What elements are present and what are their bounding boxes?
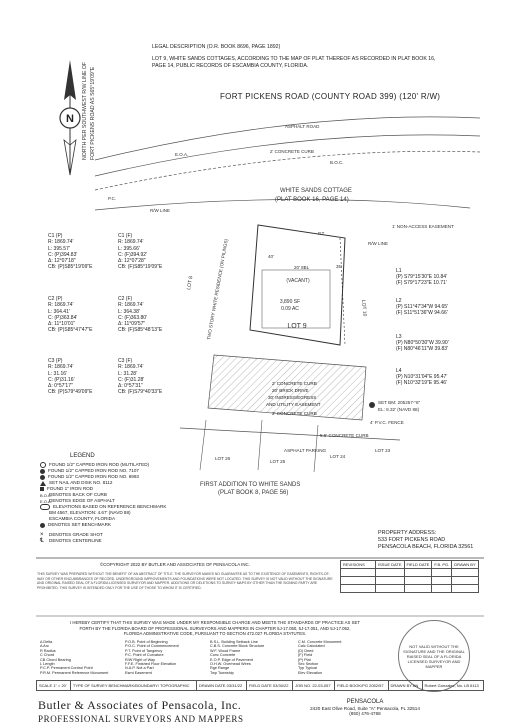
legend-item: ℄ DENOTES CENTERLINE — [40, 537, 102, 544]
triangle-icon — [40, 481, 46, 486]
firm-block — [38, 698, 244, 724]
cottage-name: WHITE SANDS COTTAGE — [280, 188, 352, 194]
easement-label-1: 30' INGRESS/EGRESS — [268, 395, 317, 400]
lot-9-label: LOT 9 — [287, 323, 307, 330]
lot-8-label: LOT 8 — [186, 275, 195, 291]
concrete-curb-5-label: 5.5' CONCRETE CURB — [320, 433, 369, 438]
address-heading: PROPERTY ADDRESS: — [378, 530, 437, 536]
surveyor-cell: Robert Gonzalez, No. LB 6113 — [422, 681, 483, 691]
rev-header: F.B. PG. — [432, 561, 452, 569]
lot-24-label: LOT 24 — [330, 454, 346, 459]
job-no-cell: JOB NO. 22-03-057 — [293, 681, 335, 691]
drawn-by-cell: DRAWN BY AN — [388, 681, 422, 691]
legend-item: FOUND 1/2" CAPPED IRON ROD NO. 7107 — [40, 468, 166, 474]
firm-name: Butler & Associates of Pensacola, Inc. — [38, 698, 242, 712]
residence-label: TWO STORY WHITE RESIDENCE (ON PILINGS) — [206, 238, 229, 341]
rw-line-right-label: R/W LINE — [368, 241, 389, 246]
fence-label: 4' P.V.C. FENCE — [370, 420, 404, 425]
area-ac: 0.09 AC — [281, 306, 299, 312]
revisions-table — [340, 560, 479, 593]
legend-item: BM 4567, ELEVATION: 4.67' (NAVD 88) — [49, 510, 131, 515]
legend-item: FOUND 1/2" CAPPED IRON ROD (MUTILATED) — [40, 462, 166, 468]
address-line-2: PENSACOLA BEACH, FLORIDA 32561 — [378, 544, 474, 550]
drawn-date-cell: DRAWN DATE 03/31/22 — [197, 681, 247, 691]
lot-10-label: LOT 10 — [360, 299, 368, 317]
abbr-col-3: B.S.L. Building Setback Line C.B.S. Concrete Block Structure W.F. Wood Frame Conc Concrete E.O.P. Edge of Pavement O.H.W. Overhead Wires Rge Range Twp Township — [210, 640, 265, 675]
firm-street: 2420 East Olive Road, Suite "A" Pensacola, FL 32514 — [310, 705, 420, 711]
benchmark-icon — [369, 402, 375, 408]
survey-notes: THIS SURVEY WAS PREPARED WITHOUT THE BENEFIT OF AN ABSTRACT OF TITLE. THE SURVEYOR MAKES NO GUARANTEE AS TO THE EXISTENCE OF EASEMENTS, RIGHTS-OF-WAY OR OTHER ENCUMBRANCES OF RECORD. UNDERGROUND IMPROVEMENTS AND FOUNDATIONS WERE NOT LOCATED. THIS SURVEY IS NOT VALID WITHOUT THE SIGNATURE AND ORIGINAL RAISED SEAL OF A FLORIDA LICENSED SURVEYOR AND MAPPER. ADDITIONS OR DELETIONS TO SURVEY MAPS BY OTHER THAN THE SIGNING PARTY ARE PROHIBITED. THIS SURVEY IS INTENDED ONLY FOR THE USE OF THOSE TO WHOM IT IS CERTIFIED. — [37, 572, 333, 590]
boc-label: B.O.C. — [330, 160, 344, 165]
curve-c3-field: C3 (F) R: 1869.74' L: 31.28' C: (F)31.28' Δ: 0°57'31" CB: (F)S79°40'33"E — [118, 358, 163, 396]
north-arrow-icon — [60, 60, 80, 175]
curve-c3-plat: C3 (P) R: 1869.74' L: 31.16' C: (P)31.16' Δ: 0°57'17" CB: (P)S79°49'09"E — [48, 358, 93, 396]
lot-25-label: LOT 25 — [270, 459, 286, 464]
legend — [40, 453, 166, 544]
bm-label-1: SET BM: 205257-"8" — [378, 400, 421, 405]
curve-c1-field: C1 (F) R: 1869.74' L: 395.66' C: (F)394.92' Δ: 12°07'28" CB: (F)S85°19'09"E — [118, 233, 163, 271]
curb-low-label: 2' CONCRETE CURB — [272, 411, 317, 416]
legend-item: ELEVATIONS BASED ON REFERENCE BENCHMARK — [40, 504, 166, 510]
curve-c2-plat: C2 (P) R: 1869.74' L: 364.41' C: (P)363.84' Δ: 11°10'01" CB: (P)S85°47'47"E — [48, 296, 93, 334]
north-note-2: FORT PICKENS ROAD AS S65°19'09"E — [90, 66, 96, 160]
concrete-curb-top-label: 2' CONCRETE CURB — [270, 149, 314, 154]
legal-line-1: LOT 9, WHITE SANDS COTTAGES, ACCORDING TO THE MAP OF PLAT THEREOF AS RECORDED IN PLAT BOOK 16, — [152, 56, 436, 62]
address-line-1: 533 FORT PICKENS ROAD — [378, 537, 446, 543]
setback-label: 20' 8BL — [294, 265, 310, 270]
property-address — [378, 530, 473, 551]
pc-label: P.C. — [108, 196, 117, 201]
rev-header: ISSUE DATE — [376, 561, 405, 569]
legend-item: ESCAMBIA COUNTY, FLORIDA — [49, 516, 116, 521]
abbr-col-4: C.M. Concrete Monument Calc Calculated (D) Deed (F) Field (P) Plat Sec Section Typ Typical Elev Elevation — [298, 640, 342, 675]
line-l2: L2 (P) S11°47'34"W 94.65' (F) S11°51'36"W 94.66' — [396, 298, 449, 317]
firm-address — [300, 700, 430, 717]
circle-dot-icon — [40, 462, 46, 468]
square-icon — [40, 487, 44, 491]
first-addition-1: FIRST ADDITION TO WHITE SANDS — [200, 482, 301, 488]
firm-subtitle: PROFESSIONAL SURVEYORS AND MAPPERS — [38, 714, 244, 724]
eoa-label: E.O.A. — [175, 152, 189, 157]
legend-item: FOUND 1/2" CAPPED IRON ROD NO. 6993 — [40, 474, 166, 480]
line-l1: L1 (P) S79°15'30"E 10.84' (F) S79°17'23"E 10.71' — [396, 268, 447, 287]
dim-35-label: 35' — [336, 264, 342, 269]
bm-label-2: EL: 8.32' (NAVD 88) — [378, 407, 420, 412]
north-note-1: NORTH PER SOUTHWEST R/W LINE OF — [82, 61, 88, 160]
set-benchmark-icon — [40, 523, 45, 528]
legend-item: DENOTES SET BENCHMARK — [40, 522, 166, 528]
curve-c1-plat: C1 (P) R: 1869.74' L: 395.57' C: (P)394.83' Δ: 12°07'18" CB: (P)S85°19'09"E — [48, 233, 93, 271]
grade-shot-icon: × — [40, 531, 44, 538]
vacant-label: (VACANT) — [286, 278, 310, 284]
pt-label: P.T. — [318, 231, 326, 236]
filled-circle-icon — [40, 475, 45, 480]
surveyor-seal: NOT VALID WITHOUT THE SIGNATURE AND THE ORIGINAL RAISED SEAL OF A FLORIDA LICENSED SURVEYOR AND MAPPER — [398, 620, 470, 692]
rev-header: DRAWN BY — [452, 561, 478, 569]
easement-label-2: AND UTILITY EASEMENT — [266, 402, 321, 407]
legend-item: B.O.C. DENOTES BACK OF CURB — [40, 492, 107, 498]
first-addition-2: (PLAT BOOK 8, PAGE 56) — [218, 490, 289, 496]
copyright: ©COPYRIGHT 2022 BY BUTLER AND ASSOCIATES OF PENSACOLA INC. — [100, 562, 250, 567]
legend-item: FOUND 1" IRON ROD — [40, 486, 166, 492]
boc-icon: B.O.C. — [40, 492, 53, 498]
centerline-icon: ℄ — [40, 537, 44, 544]
rev-header: REVISIONS — [341, 561, 376, 569]
legend-item: SET NAIL AND DISK NO. 8112 — [40, 480, 166, 486]
abbr-col-1: Δ Delta A Arc R Radius C Chord CB Chord Bearing L Length P.C.P. Permanent Control Point P.R.M. Permanent Reference Monument — [40, 640, 109, 675]
cottage-plat: (PLAT BOOK 16, PAGE 14) — [275, 197, 349, 203]
legend-title: LEGEND — [70, 453, 95, 459]
curve-c2-field: C2 (F) R: 1869.74' L: 364.38' C: (F)363.80' Δ: 11°09'57" CB: (F)S85°48'13"E — [118, 296, 163, 334]
field-date-cell: FIELD DATE 03/30/22 — [246, 681, 292, 691]
scale-cell: SCALE 1" = 20' — [37, 681, 71, 691]
abbr-col-2: P.O.B. Point of Beginning P.O.C. Point of Commencement P.T. Point of Tangency P.C. Point of Curvature R/W Right of Way F.F.E. Finished Floor Elevation N.A.P. Not a Part Esmt Easement — [125, 640, 179, 675]
svg-text:N: N — [66, 113, 74, 125]
certification: I HEREBY CERTIFY THAT THIS SURVEY WAS MADE UNDER MY RESPONSIBLE CHARGE AND MEETS THE STANDARDS OF PRACTICE AS SET FORTH BY THE FLORIDA BOARD OF PROFESSIONAL SURVEYORS AND MAPPERS IN CHAPTER 5J-17.050, 5J-17.051, AND 5J-17.052, FLORIDA ADMINISTRATIVE CODE, PURSUANT TO SECTION 472.027 FLORIDA STATUTES. — [70, 620, 360, 636]
survey-type-cell: TYPE OF SURVEY BENCHMARK/BOUNDARY/ TOPOGRAPHIC — [70, 681, 196, 691]
line-l4: L4 (P) N10°31'04"E 95.47' (F) N10°32'19"E 95.46' — [396, 368, 448, 387]
title-block — [36, 680, 484, 691]
area-sf: 3,890 SF — [279, 299, 301, 305]
asphalt-road-label: ASPHALT ROAD — [285, 124, 320, 129]
legend-item: × DENOTES GRADE SHOT — [40, 531, 103, 538]
firm-phone: (850) 476-4768 — [349, 711, 381, 717]
legal-heading: LEGAL DESCRIPTION (O.R. BOOK 8696, PAGE 1892) — [152, 44, 281, 50]
line-l3: L3 (P) N80°50'30"W 39.90' (F) N80°46'11"W 39.83' — [396, 334, 449, 353]
asphalt-parking-label: ASPHALT PARKING — [284, 448, 327, 453]
firm-city: PENSACOLA — [346, 699, 384, 705]
eoa-icon: E.O.A. — [40, 498, 52, 504]
curb-mid-label: 2' CONCRETE CURB — [272, 381, 317, 386]
field-book-cell: FIELD BOOK/PG 2052/57 — [335, 681, 388, 691]
rev-header: FIELD DATE — [404, 561, 432, 569]
lot-23-label: LOT 23 — [375, 448, 391, 453]
dim-40-label: 40' — [268, 254, 274, 259]
road-title: FORT PICKENS ROAD (COUNTY ROAD 399) (120' R/W) — [220, 92, 441, 101]
legend-item: E.O.A. DENOTES EDGE OF ASPHALT — [40, 498, 115, 504]
legal-line-2: PAGE 14, PUBLIC RECORDS OF ESCAMBIA COUNTY, FLORIDA. — [152, 63, 309, 69]
non-access-easement: 1' NON-ACCESS EASEMENT — [392, 224, 454, 229]
rw-line-label: R/W LINE — [150, 208, 171, 213]
filled-circle-icon — [40, 469, 45, 474]
lot-26-label: LOT 26 — [215, 456, 231, 461]
brick-drive-label: 20' BRICK DRIVE — [272, 388, 309, 393]
